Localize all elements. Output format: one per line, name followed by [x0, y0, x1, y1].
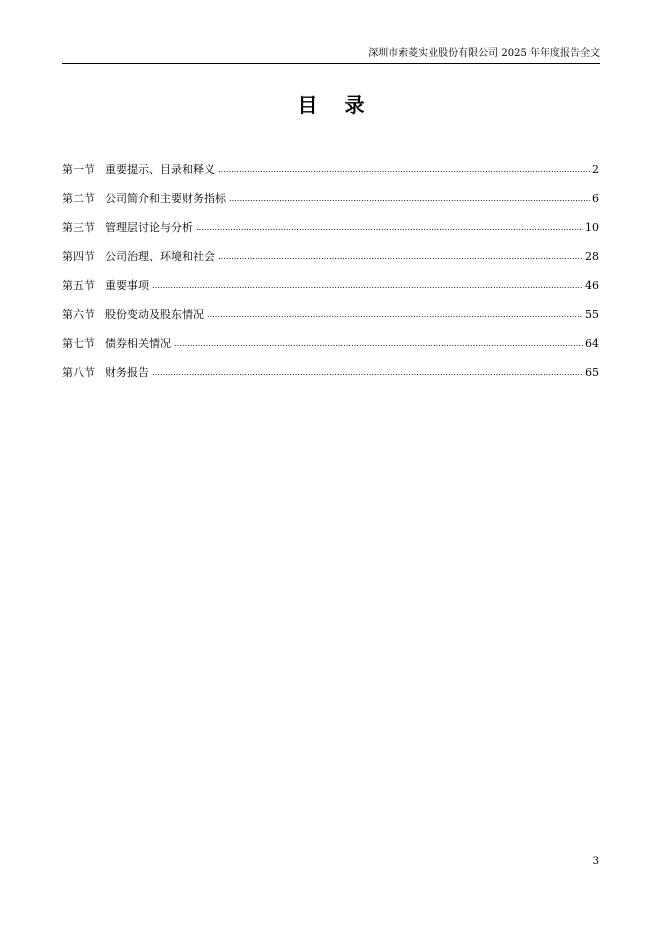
toc-entry[interactable] [62, 250, 599, 279]
toc-section-name: 股份变动及股东情况 [105, 308, 204, 321]
toc-section-number: 第一节 [62, 163, 95, 176]
toc-entry[interactable] [62, 279, 599, 308]
toc-page-number: 10 [585, 221, 599, 234]
toc-section-name: 债券相关情况 [105, 337, 171, 350]
toc-dot-leader [218, 249, 583, 264]
toc-dot-leader [229, 191, 590, 206]
toc-section-number: 第七节 [62, 337, 95, 350]
toc-dot-leader [196, 220, 583, 235]
toc-entry[interactable] [62, 221, 599, 250]
toc-dot-leader [152, 365, 583, 380]
toc-entry[interactable] [62, 337, 599, 366]
toc-title: 目 录 [297, 93, 375, 117]
toc-section-number: 第五节 [62, 279, 95, 292]
page-number: 3 [592, 856, 599, 867]
toc-page-number: 46 [585, 279, 599, 292]
toc-entry[interactable] [62, 192, 599, 221]
toc-dot-leader [174, 336, 583, 351]
toc-section-name: 公司简介和主要财务指标 [105, 192, 226, 205]
toc-section-name: 财务报告 [105, 366, 149, 379]
toc-section-number: 第八节 [62, 366, 95, 379]
toc-dot-leader [218, 162, 590, 177]
toc-entry[interactable] [62, 366, 599, 395]
toc-page-number: 28 [585, 250, 599, 263]
toc-page-number: 6 [592, 192, 599, 205]
toc-page-number: 64 [585, 337, 599, 350]
toc-entry[interactable] [62, 308, 599, 337]
toc-section-name: 重要事项 [105, 279, 149, 292]
toc-section-name: 公司治理、环境和社会 [105, 250, 215, 263]
toc-section-name: 管理层讨论与分析 [105, 221, 193, 234]
toc-section-name: 重要提示、目录和释义 [105, 163, 215, 176]
toc-page-number: 2 [592, 163, 599, 176]
toc-page-number: 55 [585, 308, 599, 321]
header-divider [62, 63, 600, 64]
toc-entry[interactable] [62, 163, 599, 192]
toc-section-number: 第二节 [62, 192, 95, 205]
toc-section-number: 第三节 [62, 221, 95, 234]
toc-section-number: 第四节 [62, 250, 95, 263]
toc-dot-leader [207, 307, 583, 322]
table-of-contents [62, 163, 599, 395]
toc-page-number: 65 [585, 366, 599, 379]
toc-dot-leader [152, 278, 583, 293]
toc-section-number: 第六节 [62, 308, 95, 321]
running-header: 深圳市索菱实业股份有限公司 2025 年年度报告全文 [368, 48, 600, 59]
